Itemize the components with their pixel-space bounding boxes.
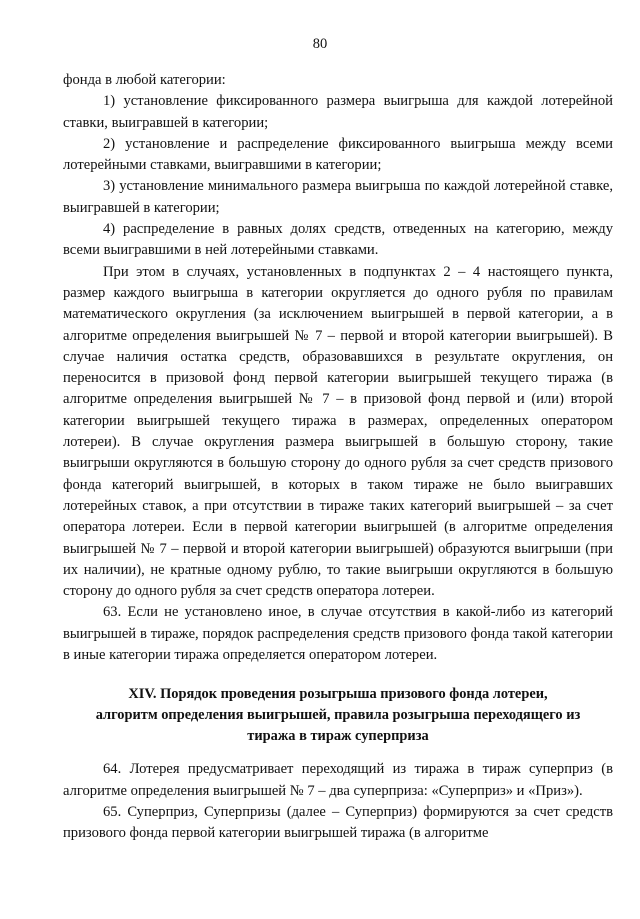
page-number: 80 <box>312 36 328 52</box>
paragraph-63: 63. Если не установлено иное, в случае отсутствия в какой-либо из категорий выигрышей в тираже, порядок распределения средств призового фонда такой категории в иные категории тиража определяется оператором лотереи. <box>63 604 613 664</box>
section-heading-line-3: тиража в тираж суперприза <box>247 728 429 745</box>
paragraph-65: 65. Суперприз, Суперпризы (далее – Суперприз) формируются за счет средств призового фонда первой категории выигрышей тиража (в алгоритме <box>63 803 613 842</box>
paragraph-64: 64. Лотерея предусматривает переходящий из тиража в тираж суперприз (в алгоритме определения выигрышей № 7 – два суперприза: «Суперприз» и «Приз»). <box>63 761 613 799</box>
paragraph-item-4: 4) распределение в равных долях средств, отведенных на категорию, между всеми выигравшими в ней лотерейными ставками. <box>63 221 613 259</box>
paragraph-item-1: 1) установление фиксированного размера выигрыша для каждой лотерейной ставки, выигравшей в категории; <box>63 93 613 131</box>
paragraph-item-3: 3) установление минимального размера выигрыша по каждой лотерейной ставке, выигравшей в категории; <box>63 178 613 216</box>
document-body <box>63 70 613 845</box>
paragraph-rounding-rules: При этом в случаях, установленных в подпунктах 2 – 4 настоящего пункта, размер каждого выигрыша в категории округляется до одного рубля по правилам математического округления (за исключением выигрышей в первой категории, а в алгоритме определения выигрышей № 7 – первой и второй категории выигрышей). В случае наличия остатка средств, образовавшихся в результате округления, он переносится в призовой фонд первой категории выигрышей текущего тиража (в алгоритме определения выигрышей № 7 – в призовой фонд первой и (или) второй категории выигрышей текущего тиража в размерах, определенных оператором лотереи). В случае округления размера выигрышей в большую сторону, такие выигрыши округляются в большую сторону до одного рубля за счет средств призового фонда категорий выигрышей, в которых в таком тираже не было выигравших лотерейных ставок, а при отсутствии в тираже таких категорий выигрышей – за счет оператора лотереи. Если в первой категории выигрышей (в алгоритме определения выигрышей № 7 – первой и второй категории выигрышей) образуются выигрыши (при их наличии), не кратные одному рублю, то такие выигрыши округляются в большую сторону до одного рубля за счет средств оператора лотереи. <box>63 263 613 600</box>
paragraph-item-2: 2) установление и распределение фиксированного выигрыша между всеми лотерейными ставками, выигравшими в категории; <box>63 135 613 174</box>
section-heading <box>63 684 613 747</box>
section-heading-line-2: алгоритм определения выигрышей, правила розыгрыша переходящего из <box>95 707 581 724</box>
section-heading-line-1: XIV. Порядок проведения розыгрыша призового фонда лотереи, <box>128 686 548 703</box>
paragraph-continuation: фонда в любой категории: <box>63 72 226 88</box>
